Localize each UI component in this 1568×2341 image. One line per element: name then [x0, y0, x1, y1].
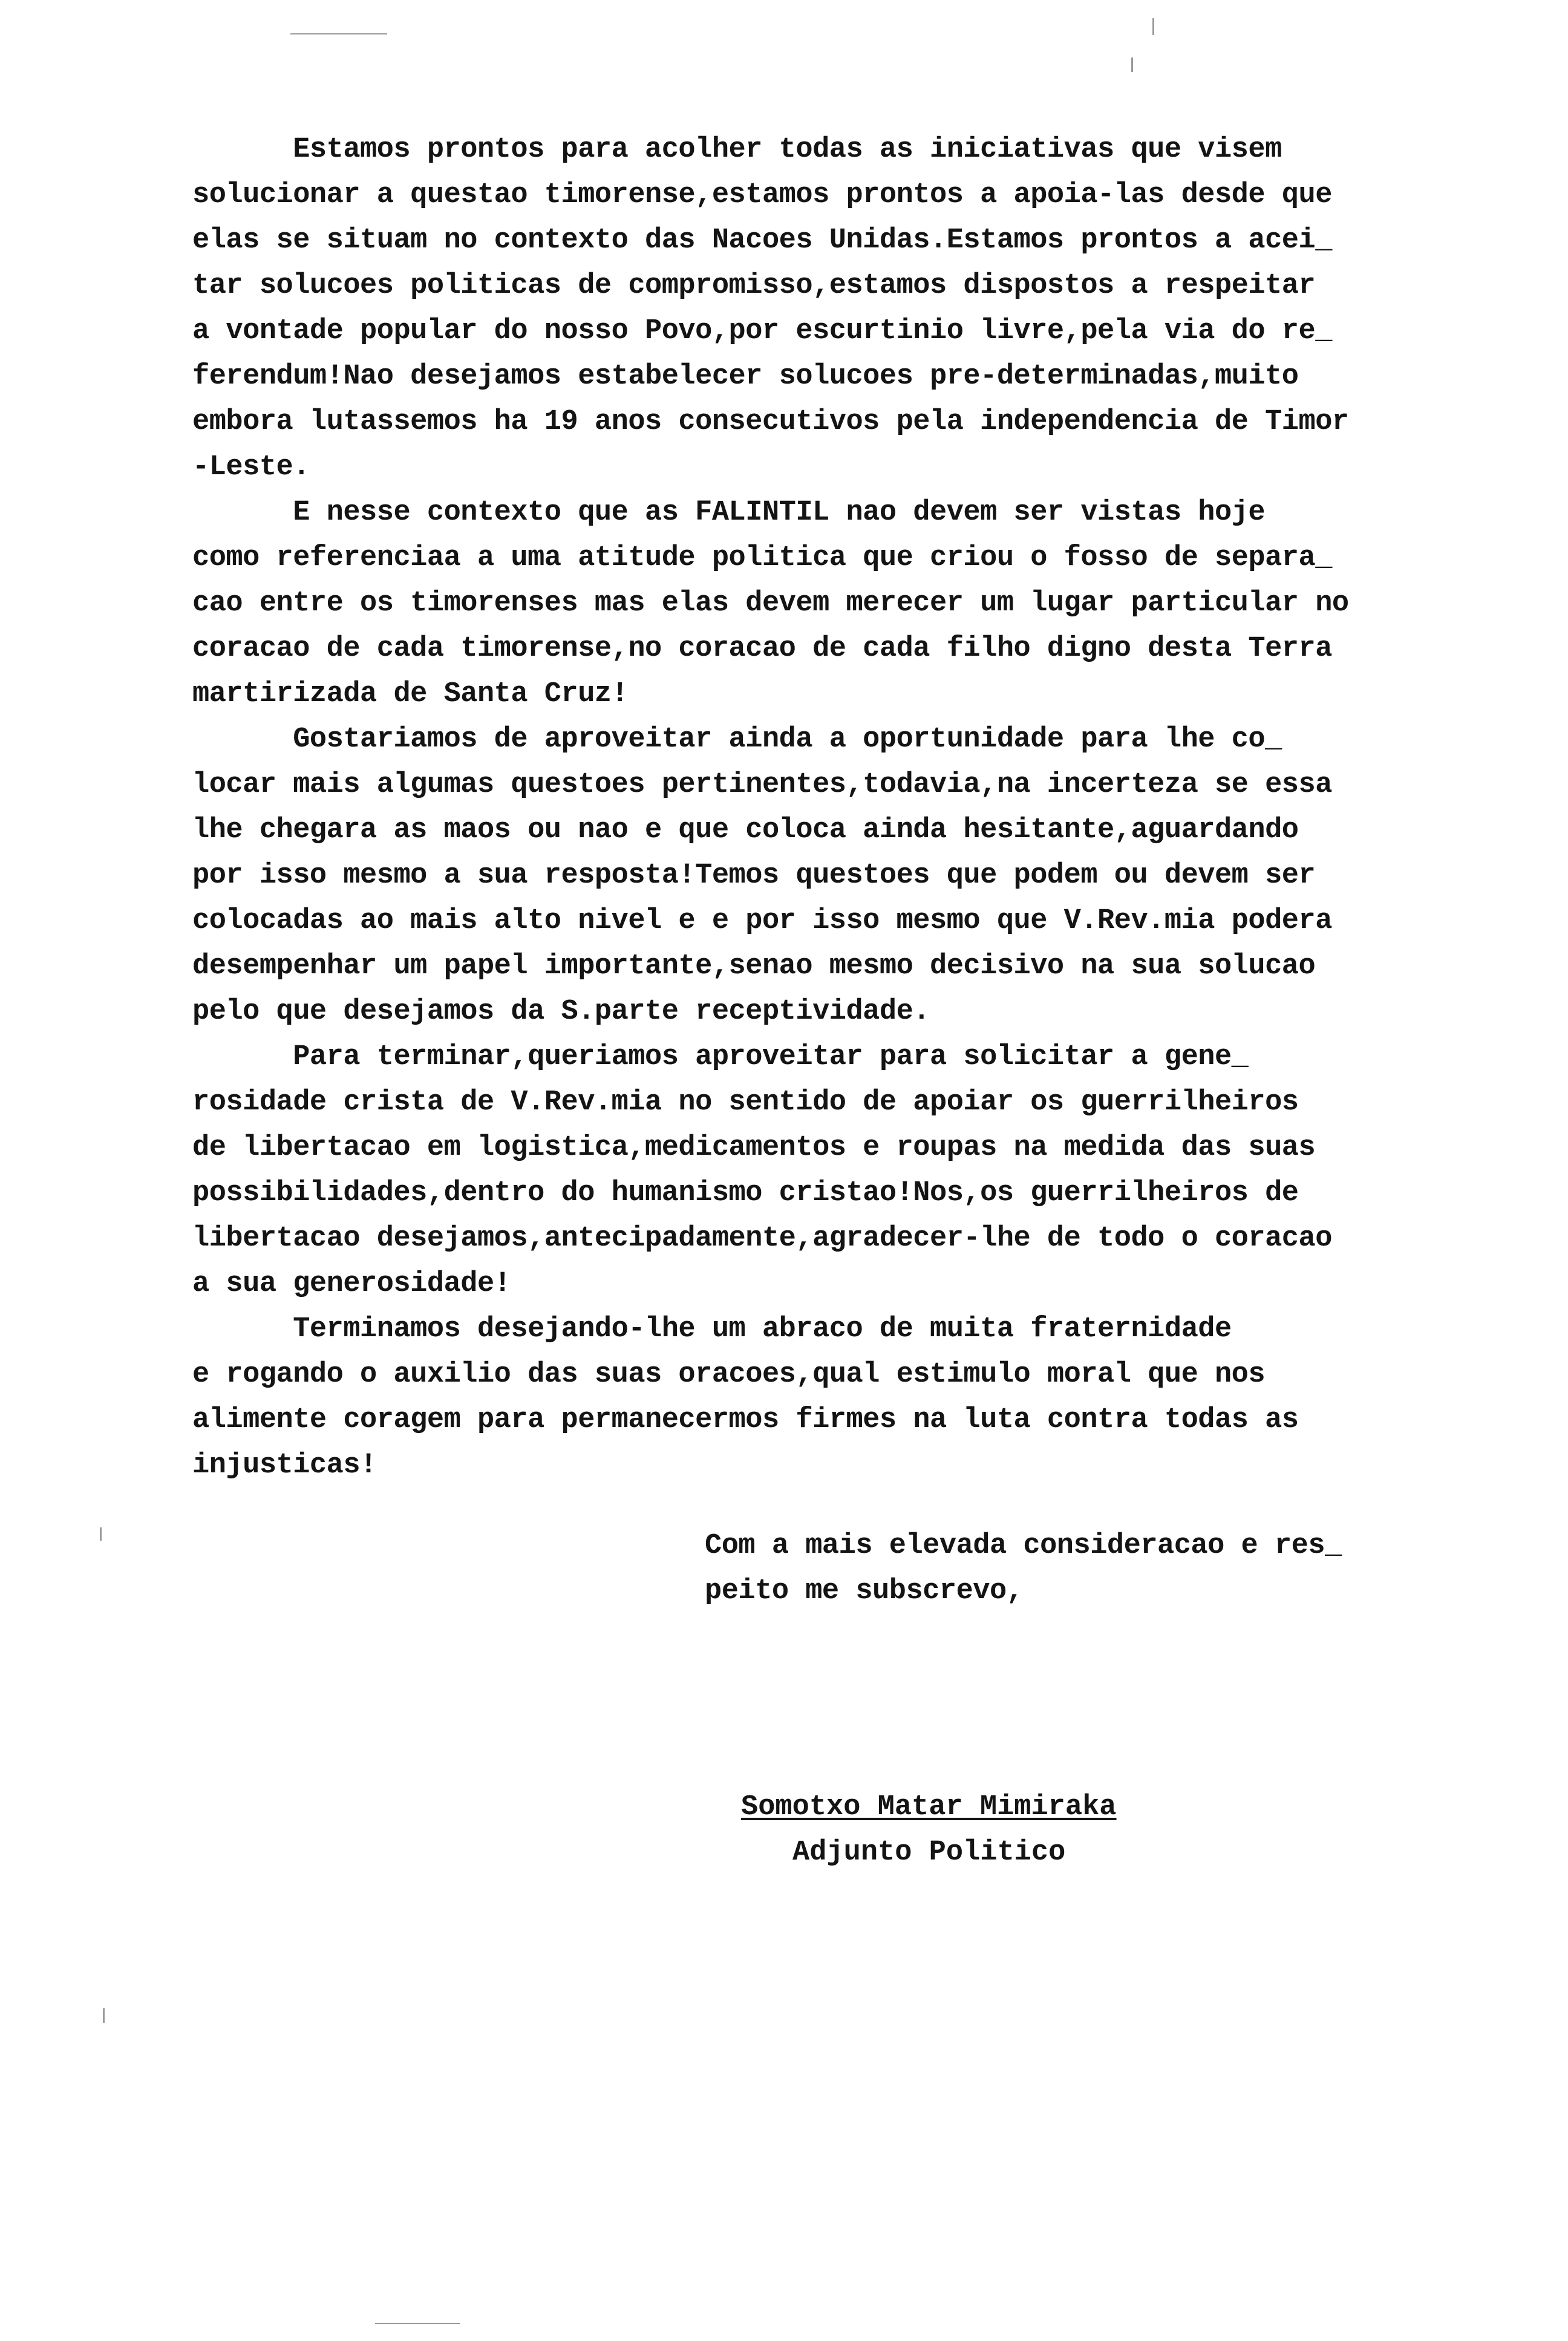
paragraph-3 — [192, 717, 1481, 1034]
text-line: injusticas! — [192, 1449, 377, 1481]
text-line: possibilidades,dentro do humanismo cristao!Nos,os guerrilheiros de — [192, 1177, 1299, 1209]
letter-body — [192, 127, 1481, 1488]
closing-line: peito me subscrevo, — [705, 1575, 1024, 1607]
text-line: rosidade crista de V.Rev.mia no sentido de apoiar os guerrilheiros — [192, 1086, 1299, 1118]
text-line: locar mais algumas questoes pertinentes,todavia,na incerteza se essa — [192, 769, 1332, 801]
signature-name: Somotxo Matar Mimiraka — [741, 1791, 1117, 1823]
closing-line: Com a mais elevada consideracao e res_ — [705, 1530, 1342, 1562]
signature-block — [741, 1784, 1117, 1875]
scan-speck — [290, 33, 387, 34]
text-line: desempenhar um papel importante,senao mesmo decisivo na sua solucao — [192, 950, 1316, 982]
text-line: lhe chegara as maos ou nao e que coloca ainda hesitante,aguardando — [192, 814, 1299, 846]
text-line: de libertacao em logistica,medicamentos e roupas na medida das suas — [192, 1132, 1316, 1164]
text-line: ferendum!Nao desejamos estabelecer solucoes pre-determinadas,muito — [192, 361, 1299, 393]
text-line: cao entre os timorenses mas elas devem merecer um lugar particular no — [192, 587, 1349, 619]
text-line: a vontade popular do nosso Povo,por escurtinio livre,pela via do re_ — [192, 315, 1332, 347]
text-line: como referenciaa a uma atitude politica que criou o fosso de separa_ — [192, 542, 1332, 574]
text-line: colocadas ao mais alto nivel e e por isso mesmo que V.Rev.mia podera — [192, 905, 1332, 937]
scan-speck — [375, 2323, 460, 2324]
text-line: libertacao desejamos,antecipadamente,agradecer-lhe de todo o coracao — [192, 1223, 1332, 1255]
text-line: por isso mesmo a sua resposta!Temos questoes que podem ou devem ser — [192, 860, 1316, 892]
text-line: Gostariamos de aproveitar ainda a oportunidade para lhe co_ — [192, 723, 1282, 756]
text-line: embora lutassemos ha 19 anos consecutivos pela independencia de Timor — [192, 406, 1349, 438]
signature-title: Adjunto Politico — [792, 1837, 1066, 1869]
closing-salutation — [705, 1523, 1342, 1614]
text-line: alimente coragem para permanecermos firmes na luta contra todas as — [192, 1404, 1299, 1436]
text-line: coracao de cada timorense,no coracao de cada filho digno desta Terra — [192, 633, 1332, 665]
paragraph-2 — [192, 490, 1481, 717]
scan-speck — [100, 1527, 102, 1541]
text-line: -Leste. — [192, 451, 310, 483]
text-line: Para terminar,queriamos aproveitar para solicitar a gene_ — [192, 1041, 1249, 1073]
scan-speck — [1152, 18, 1154, 35]
text-line: tar solucoes politicas de compromisso,estamos dispostos a respeitar — [192, 270, 1316, 302]
text-line: pelo que desejamos da S.parte receptividade. — [192, 996, 930, 1028]
text-line: solucionar a questao timorense,estamos prontos a apoia-las desde que — [192, 179, 1332, 211]
scan-speck — [1131, 57, 1133, 72]
text-line: elas se situam no contexto das Nacoes Unidas.Estamos prontos a acei_ — [192, 224, 1332, 256]
text-line: Terminamos desejando-lhe um abraco de muita fraternidade — [192, 1313, 1232, 1345]
text-line: a sua generosidade! — [192, 1268, 511, 1300]
paragraph-4 — [192, 1034, 1481, 1307]
paragraph-1 — [192, 127, 1481, 490]
text-line: Estamos prontos para acolher todas as iniciativas que visem — [192, 134, 1282, 166]
paragraph-5 — [192, 1307, 1481, 1488]
text-line: E nesse contexto que as FALINTIL nao devem ser vistas hoje — [192, 497, 1266, 529]
text-line: e rogando o auxilio das suas oracoes,qual estimulo moral que nos — [192, 1359, 1266, 1391]
scan-speck — [103, 2008, 105, 2023]
text-line: martirizada de Santa Cruz! — [192, 678, 629, 710]
